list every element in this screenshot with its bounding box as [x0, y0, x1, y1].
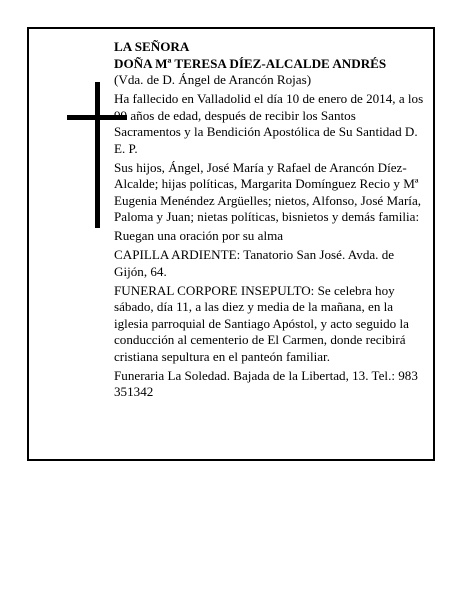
- widow-of-line: (Vda. de D. Ángel de Arancón Rojas): [114, 72, 312, 87]
- prayer-request: Ruegan una oración por su alma: [114, 228, 284, 243]
- family-list: Sus hijos, Ángel, José María y Rafael de Arancón Díez-Alcalde; hijas políticas, Margarita Domínguez Recio y Mª Eugenia Menéndez Argüelles; nietos, Alfonso, José María, Paloma y Juan; nietas políticas, bisnietos y demás familia:: [114, 159, 422, 224]
- death-notice: Ha fallecido en Valladolid el día 10 de enero de 2014, a los 99 años de edad, después de recibir los Santos Sacramentos y la Bendición Apostólica de Su Santidad D. E. P.: [114, 91, 424, 156]
- heading-title: LA SEÑORA: [114, 39, 190, 54]
- chapel-info: CAPILLA ARDIENTE: Tanatorio San José. Avda. de Gijón, 64.: [114, 247, 395, 279]
- obituary-text: [114, 39, 424, 401]
- funeral-info: FUNERAL CORPORE INSEPULTO: Se celebra hoy sábado, día 11, a las diez y media de la mañana, en la iglesia parroquial de Santiago Apóstol, y acto seguido la conducción al cementerio de El Carmen, donde recibirá cristiana sepultura en el panteón familiar.: [114, 282, 409, 364]
- funeral-home-info: Funeraria La Soledad. Bajada de la Libertad, 13. Tel.: 983 351342: [114, 367, 418, 399]
- deceased-name: DOÑA Mª TERESA DÍEZ-ALCALDE ANDRÉS: [114, 55, 387, 71]
